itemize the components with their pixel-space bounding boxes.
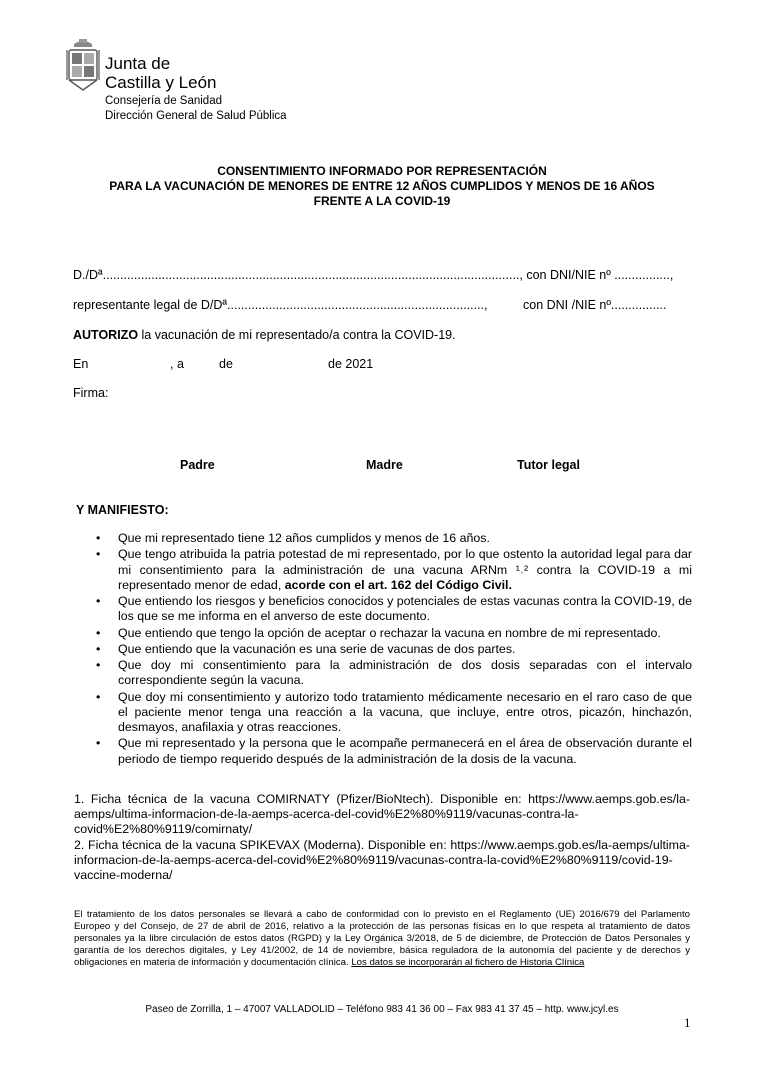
list-item: • Que entiendo que la vacunación es una serie de vacunas de dos partes. (96, 641, 516, 656)
list-item: • Que entiendo los riesgos y beneficios conocidos y potenciales de estas vacunas contra la COVID-19, de los que se me informa en el anverso de este documento. (96, 594, 692, 624)
dni-field: , con DNI/NIE nº ................, (519, 268, 674, 282)
list-item: • Que doy mi consentimiento para la administración de dos dosis separadas con el intervalo correspondiente según la vacuna. (96, 658, 692, 688)
org-name-line1: Junta de (105, 54, 171, 73)
page-number: 1 (684, 1015, 691, 1030)
privacy-notice (74, 909, 690, 969)
department-line2: Dirección General de Salud Pública (105, 110, 287, 122)
signature-label: Firma: (73, 386, 109, 400)
manifiesto-heading: Y MANIFIESTO: (76, 503, 169, 517)
day-field[interactable]: , a (170, 357, 184, 371)
references (74, 792, 690, 883)
document-title-line2: PARA LA VACUNACIÓN DE MENORES DE ENTRE 12 AÑOS CUMPLIDOS Y MENOS DE 16 AÑOS (109, 179, 655, 193)
representative-label: representante legal de D/Dª (73, 298, 228, 312)
bullet-icon: • (96, 689, 101, 704)
reference-spikevax[interactable]: 2. Ficha técnica de la vacuna SPIKEVAX (Moderna). Disponible en: https://www.aemps.gob.es/la-aemps/ultima-informacion-de-la-aemps-acerca-del-covid%E2%80%9119/vacunas-contra-la-covid%E2%80%9119/covid-19-vaccine-moderna/ (74, 837, 690, 883)
name-field-dots: ........................................................................................................................ (102, 268, 520, 282)
document-title-line3: FRENTE A LA COVID-19 (313, 194, 451, 208)
privacy-underlined: Los datos se incorporarán al fichero de Historia Clínica (351, 956, 585, 968)
document-title-line1: CONSENTIMIENTO INFORMADO POR REPRESENTACIÓN (217, 164, 547, 178)
department-line1: Consejería de Sanidad (105, 95, 222, 107)
bullet-icon: • (96, 658, 101, 673)
list-item: • Que mi representado y la persona que le acompañe permanecerá en el área de observación durante el periodo de tiempo requerido después de la administración de la dosis de la vacuna. (96, 736, 692, 766)
authorize-statement (73, 328, 456, 342)
place-label: En (73, 357, 89, 371)
coat-of-arms-logo (66, 38, 100, 94)
bullet-icon: • (96, 547, 101, 562)
signature-padre: Padre (180, 458, 215, 472)
list-item: • Que doy mi consentimiento y autorizo todo tratamiento médicamente necesario en el raro caso de que el paciente menor tenga una reacción a la vacuna, que incluye, entre otros, picazón, hinchazón, desmayos, anafilaxia y otras reacciones. (96, 689, 692, 734)
privacy-text: El tratamiento de los datos personales se llevará a cabo de conformidad con lo previsto en el Reglamento (UE) 2016/679 del Parlamento Europeo y del Consejo, de 27 de abril de 2016, relativo a la protección de las personas físicas en lo que respeta al tratamiento de datos personales ya la libre circulación de estos datos (RGPD) y la Ley Orgánica 3/2018, de 5 de diciembre, de Protección de Datos Personales y garantía de los derechos digitales, y Ley 41/2002, de 14 de noviembre, básica reguladora de la autonomía del paciente y de derechos y obligaciones en materia de información y documentación clínica. (74, 909, 690, 968)
bullet-icon: • (96, 531, 101, 545)
org-name-line2: Castilla y León (105, 73, 217, 92)
representative-field-line[interactable]: representante legal de D/Dª.........................................................................., (73, 298, 488, 312)
representative-dni-field[interactable]: con DNI /NIE nº................ (523, 298, 667, 312)
bullet-icon: • (96, 594, 101, 608)
name-field-line[interactable] (73, 268, 673, 282)
bullet-icon: • (96, 625, 101, 640)
month-field[interactable]: de (219, 357, 233, 371)
list-item: • Que entiendo que tengo la opción de aceptar o rechazar la vacuna en nombre de mi representado. (96, 625, 661, 640)
bullet-icon: • (96, 641, 101, 656)
signature-madre: Madre (366, 458, 403, 472)
bullet-icon: • (96, 736, 101, 751)
representative-dots: .......................................................................... (227, 298, 485, 312)
authorize-text: la vacunación de mi representado/a contra la COVID-19. (138, 328, 456, 342)
civil-code-reference: acorde con el art. 162 del Código Civil. (284, 577, 512, 592)
name-field-label: D./Dª (73, 268, 103, 282)
authorize-keyword: AUTORIZO (73, 328, 139, 342)
signature-tutor: Tutor legal (517, 458, 580, 472)
year-label: de 2021 (328, 357, 374, 371)
reference-comirnaty[interactable]: 1. Ficha técnica de la vacuna COMIRNATY (Pfizer/BioNtech). Disponible en: https://www.aemps.gob.es/la-aemps/ultima-informacion-de-la-aemps-acerca-del-covid%E2%80%9119/vacunas-contra-la-covid%E2%80%9119/comirnaty/ (74, 792, 690, 837)
manifiesto-list (96, 531, 692, 768)
list-item: • Que mi representado tiene 12 años cumplidos y menos de 16 años. (96, 531, 490, 545)
list-item: • Que tengo atribuida la patria potestad de mi representado, por lo que ostento la autoridad legal para dar mi consentimiento para la administración de una vacuna ARNm ¹˒² contra la COVID-19 a mi representado menor de edad, acorde con el art. 162 del Código Civil. (96, 547, 692, 592)
footer-address: Paseo de Zorrilla, 1 – 47007 VALLADOLID – Teléfono 983 41 36 00 – Fax 983 41 37 45 – http. www.jcyl.es (145, 1004, 619, 1015)
